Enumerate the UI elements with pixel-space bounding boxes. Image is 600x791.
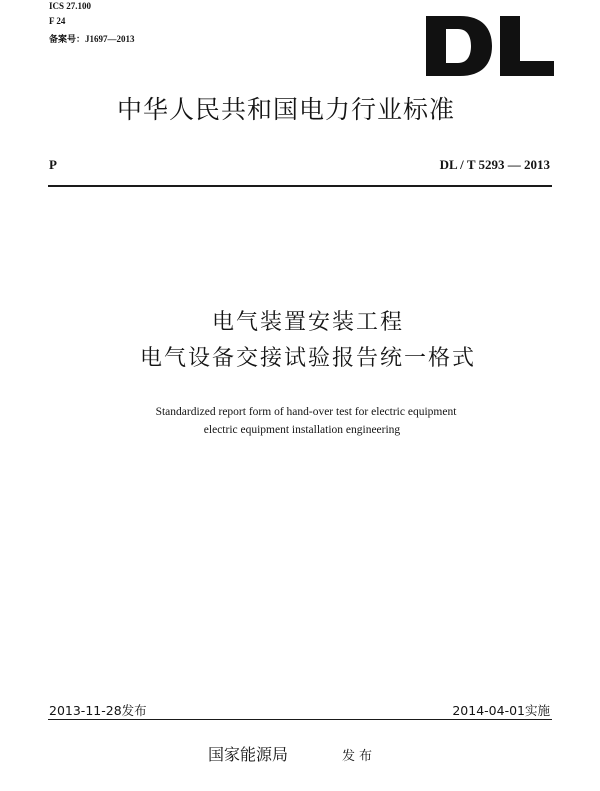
- standard-type-heading: 中华人民共和国电力行业标准: [117, 95, 456, 124]
- classification-code: P: [49, 157, 57, 172]
- issue-date: 2013-11-28发布: [49, 703, 147, 718]
- implementation-date: 2014-04-01实施: [452, 703, 550, 718]
- english-title-line-1: Standardized report form of hand-over test for electric equipment: [155, 406, 457, 418]
- logo-letter-d: [426, 16, 492, 76]
- ccs-code: F 24: [49, 16, 66, 26]
- document-title-line-2: 电气设备交接试验报告统一格式: [139, 346, 476, 371]
- footer-divider: [48, 719, 552, 720]
- header-divider: [48, 185, 552, 187]
- filing-number: 备案号：J1697—2013: [49, 34, 135, 44]
- issuing-authority: 国家能源局: [208, 745, 289, 764]
- ics-code: ICS 27.100: [49, 1, 92, 11]
- standard-number: DL / T 5293 — 2013: [439, 157, 550, 172]
- dl-logo: [426, 16, 554, 76]
- issued-label: 发布: [342, 749, 377, 764]
- english-title-line-2: electric equipment installation engineering: [203, 424, 401, 436]
- document-title-line-1: 电气装置安装工程: [211, 310, 404, 335]
- logo-letter-l: [500, 16, 554, 76]
